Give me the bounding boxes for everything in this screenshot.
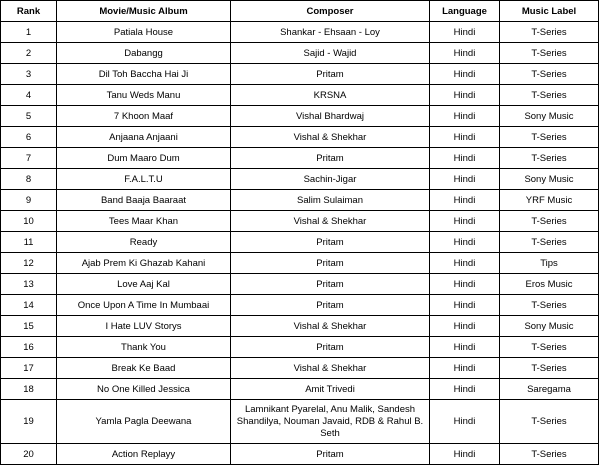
table-row [1, 358, 599, 379]
cell-label: T-Series [500, 211, 599, 232]
cell-composer: KRSNA [231, 85, 430, 106]
cell-rank: 2 [1, 43, 57, 64]
header-rank: Rank [1, 1, 57, 22]
cell-composer: Vishal & Shekhar [231, 127, 430, 148]
cell-language: Hindi [430, 127, 500, 148]
cell-album: Love Aaj Kal [57, 274, 231, 295]
table-row [1, 379, 599, 400]
table-row [1, 169, 599, 190]
table-row [1, 232, 599, 253]
cell-label: Saregama [500, 379, 599, 400]
cell-language: Hindi [430, 106, 500, 127]
table-row [1, 274, 599, 295]
cell-label: Sony Music [500, 169, 599, 190]
cell-rank: 5 [1, 106, 57, 127]
cell-composer: Pritam [231, 64, 430, 85]
cell-rank: 17 [1, 358, 57, 379]
cell-composer: Pritam [231, 444, 430, 465]
header-language: Language [430, 1, 500, 22]
cell-composer: Vishal & Shekhar [231, 358, 430, 379]
cell-album: Patiala House [57, 22, 231, 43]
cell-label: T-Series [500, 64, 599, 85]
cell-label: Eros Music [500, 274, 599, 295]
cell-album: Dil Toh Baccha Hai Ji [57, 64, 231, 85]
cell-composer: Pritam [231, 337, 430, 358]
cell-rank: 3 [1, 64, 57, 85]
cell-language: Hindi [430, 169, 500, 190]
cell-language: Hindi [430, 295, 500, 316]
cell-language: Hindi [430, 358, 500, 379]
table-row [1, 316, 599, 337]
table-row [1, 148, 599, 169]
cell-composer: Pritam [231, 232, 430, 253]
cell-rank: 8 [1, 169, 57, 190]
cell-label: T-Series [500, 358, 599, 379]
header-composer: Composer [231, 1, 430, 22]
cell-album: I Hate LUV Storys [57, 316, 231, 337]
table-row [1, 444, 599, 465]
cell-language: Hindi [430, 232, 500, 253]
cell-album: Action Replayy [57, 444, 231, 465]
cell-album: Thank You [57, 337, 231, 358]
table-row [1, 106, 599, 127]
cell-language: Hindi [430, 64, 500, 85]
cell-rank: 9 [1, 190, 57, 211]
cell-language: Hindi [430, 316, 500, 337]
cell-language: Hindi [430, 337, 500, 358]
cell-label: T-Series [500, 232, 599, 253]
cell-album: F.A.L.T.U [57, 169, 231, 190]
cell-label: T-Series [500, 444, 599, 465]
header-album: Movie/Music Album [57, 1, 231, 22]
cell-language: Hindi [430, 85, 500, 106]
cell-language: Hindi [430, 400, 500, 444]
cell-rank: 7 [1, 148, 57, 169]
cell-album: Ajab Prem Ki Ghazab Kahani [57, 253, 231, 274]
cell-album: No One Killed Jessica [57, 379, 231, 400]
header-row [1, 1, 599, 22]
cell-language: Hindi [430, 211, 500, 232]
cell-album: Tees Maar Khan [57, 211, 231, 232]
cell-composer: Pritam [231, 274, 430, 295]
cell-rank: 12 [1, 253, 57, 274]
cell-language: Hindi [430, 444, 500, 465]
cell-label: T-Series [500, 337, 599, 358]
cell-rank: 6 [1, 127, 57, 148]
cell-rank: 19 [1, 400, 57, 444]
cell-label: YRF Music [500, 190, 599, 211]
cell-composer: Pritam [231, 253, 430, 274]
table-row [1, 127, 599, 148]
cell-composer: Lamnikant Pyarelal, Anu Malik, Sandesh Shandilya, Nouman Javaid, RDB & Rahul B. Seth [231, 400, 430, 444]
cell-rank: 11 [1, 232, 57, 253]
cell-language: Hindi [430, 253, 500, 274]
cell-rank: 1 [1, 22, 57, 43]
table-row [1, 253, 599, 274]
cell-rank: 13 [1, 274, 57, 295]
cell-composer: Sajid - Wajid [231, 43, 430, 64]
cell-composer: Pritam [231, 148, 430, 169]
cell-album: Once Upon A Time In Mumbaai [57, 295, 231, 316]
cell-label: Tips [500, 253, 599, 274]
table-row [1, 64, 599, 85]
cell-language: Hindi [430, 379, 500, 400]
cell-rank: 18 [1, 379, 57, 400]
cell-label: T-Series [500, 127, 599, 148]
table-row [1, 211, 599, 232]
table-row [1, 400, 599, 444]
table-row [1, 85, 599, 106]
cell-label: T-Series [500, 85, 599, 106]
table-row [1, 337, 599, 358]
cell-album: Yamla Pagla Deewana [57, 400, 231, 444]
cell-composer: Pritam [231, 295, 430, 316]
cell-language: Hindi [430, 274, 500, 295]
cell-album: Dabangg [57, 43, 231, 64]
cell-language: Hindi [430, 148, 500, 169]
cell-composer: Vishal & Shekhar [231, 316, 430, 337]
cell-label: Sony Music [500, 316, 599, 337]
table-header [1, 1, 599, 22]
cell-composer: Salim Sulaiman [231, 190, 430, 211]
cell-rank: 20 [1, 444, 57, 465]
table-row [1, 190, 599, 211]
table-row [1, 43, 599, 64]
cell-album: Dum Maaro Dum [57, 148, 231, 169]
cell-rank: 10 [1, 211, 57, 232]
cell-label: T-Series [500, 22, 599, 43]
table-body [1, 22, 599, 465]
cell-album: Anjaana Anjaani [57, 127, 231, 148]
cell-album: Break Ke Baad [57, 358, 231, 379]
cell-language: Hindi [430, 190, 500, 211]
cell-album: Tanu Weds Manu [57, 85, 231, 106]
cell-composer: Shankar - Ehsaan - Loy [231, 22, 430, 43]
cell-rank: 15 [1, 316, 57, 337]
table-row [1, 295, 599, 316]
cell-rank: 14 [1, 295, 57, 316]
cell-composer: Vishal & Shekhar [231, 211, 430, 232]
cell-composer: Vishal Bhardwaj [231, 106, 430, 127]
header-label: Music Label [500, 1, 599, 22]
cell-language: Hindi [430, 22, 500, 43]
table-row [1, 22, 599, 43]
cell-album: Ready [57, 232, 231, 253]
cell-composer: Amit Trivedi [231, 379, 430, 400]
cell-composer: Sachin-Jigar [231, 169, 430, 190]
cell-label: T-Series [500, 295, 599, 316]
cell-album: Band Baaja Baaraat [57, 190, 231, 211]
cell-rank: 4 [1, 85, 57, 106]
cell-label: Sony Music [500, 106, 599, 127]
cell-rank: 16 [1, 337, 57, 358]
cell-language: Hindi [430, 43, 500, 64]
cell-label: T-Series [500, 43, 599, 64]
cell-label: T-Series [500, 148, 599, 169]
cell-label: T-Series [500, 400, 599, 444]
cell-album: 7 Khoon Maaf [57, 106, 231, 127]
